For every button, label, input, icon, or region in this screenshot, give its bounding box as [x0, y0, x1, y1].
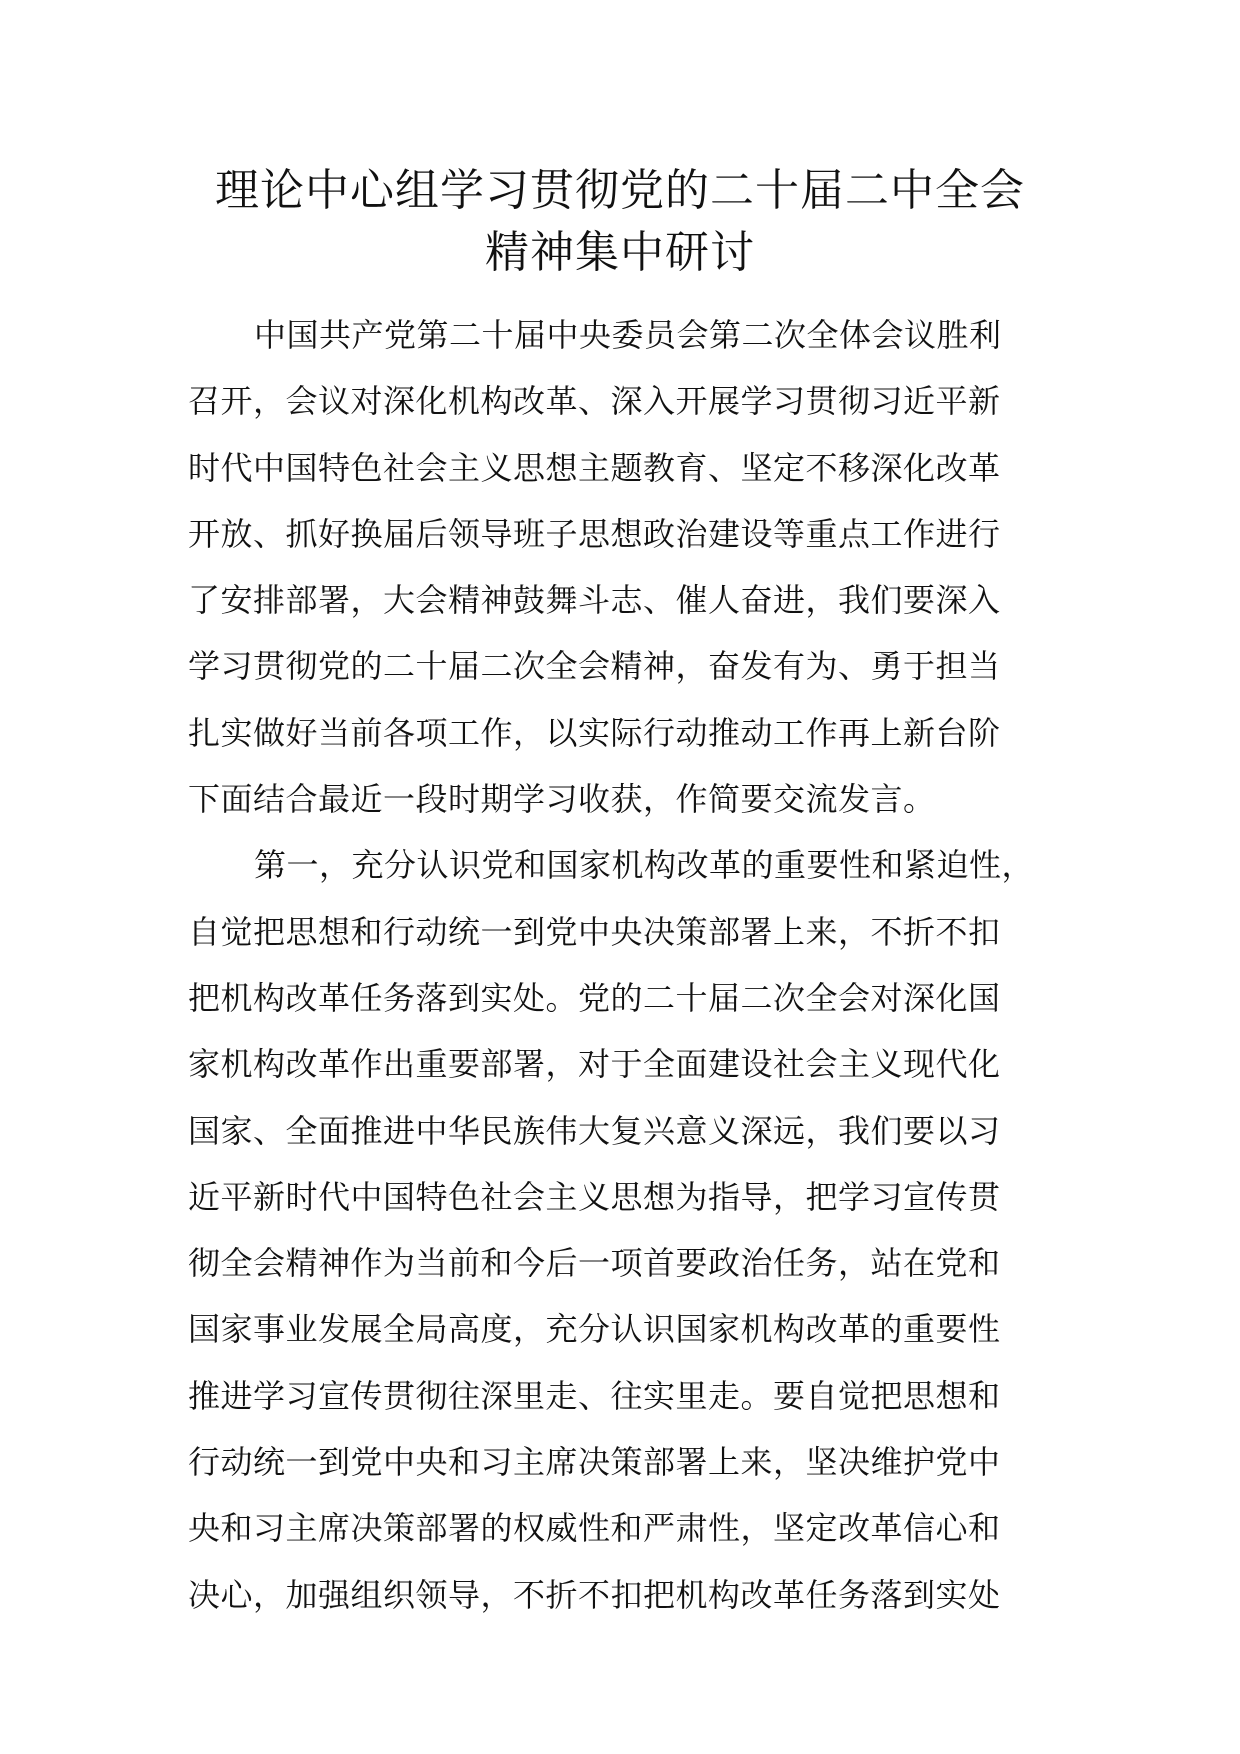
document-title: [120, 160, 1120, 284]
title-line: 精神集中研讨: [485, 227, 755, 278]
paragraph-2-line: 自觉把思想和行动统一到党中央决策部署上来，不折不扣: [188, 912, 1001, 951]
paragraph-1-line: 学习贯彻党的二十届二次全会精神，奋发有为、勇于担当: [188, 647, 1001, 686]
paragraph-2-line: 行动统一到党中央和习主席决策部署上来，坚决维护党中: [188, 1443, 1001, 1482]
paragraph-1-line: 开放、抓好换届后领导班子思想政治建设等重点工作进行: [188, 514, 1001, 553]
paragraph-2-line: 近平新时代中国特色社会主义思想为指导，把学习宣传贯: [188, 1177, 1001, 1216]
paragraph-1-line: 了安排部署，大会精神鼓舞斗志、催人奋进，我们要深入: [188, 581, 1001, 620]
paragraph-2-line: 彻全会精神作为当前和今后一项首要政治任务，站在党和: [188, 1244, 1001, 1283]
paragraph-1-line: 中国共产党第二十届中央委员会第二次全体会议胜利: [254, 316, 1002, 354]
paragraph-1-line: 时代中国特色社会主义思想主题教育、坚定不移深化改革: [188, 448, 1001, 487]
paragraph-1-line: 召开，会议对深化机构改革、深入开展学习贯彻习近平新: [188, 382, 1001, 421]
paragraph-2-line: 推进学习宣传贯彻往深里走、往实里走。要自觉把思想和: [188, 1376, 1001, 1415]
paragraph-1-line: 下面结合最近一段时期学习收获，作简要交流发言。: [188, 780, 936, 819]
paragraph-2-line: 国家事业发展全局高度，充分认识国家机构改革的重要性: [188, 1310, 1001, 1349]
paragraph-2-line: 把机构改革任务落到实处。党的二十届二次全会对深化国: [188, 978, 1001, 1017]
paragraph-2-line: 决心，加强组织领导，不折不扣把机构改革任务落到实处: [188, 1575, 1001, 1614]
paragraph-2-line: 国家、全面推进中华民族伟大复兴意义深远，我们要以习: [188, 1111, 1001, 1150]
title-line: 理论中心组学习贯彻党的二十届二中全会: [215, 165, 1025, 216]
paragraph-2-line: 家机构改革作出重要部署，对于全面建设社会主义现代化: [188, 1045, 1001, 1084]
paragraph-2-line: 央和习主席决策部署的权威性和严肃性，坚定改革信心和: [188, 1509, 1001, 1548]
document-body: [188, 302, 1088, 1628]
paragraph-2-line: 第一，充分认识党和国家机构改革的重要性和紧迫性，: [254, 846, 1035, 885]
paragraph-1-line: 扎实做好当前各项工作，以实际行动推动工作再上新台阶: [188, 713, 1001, 752]
